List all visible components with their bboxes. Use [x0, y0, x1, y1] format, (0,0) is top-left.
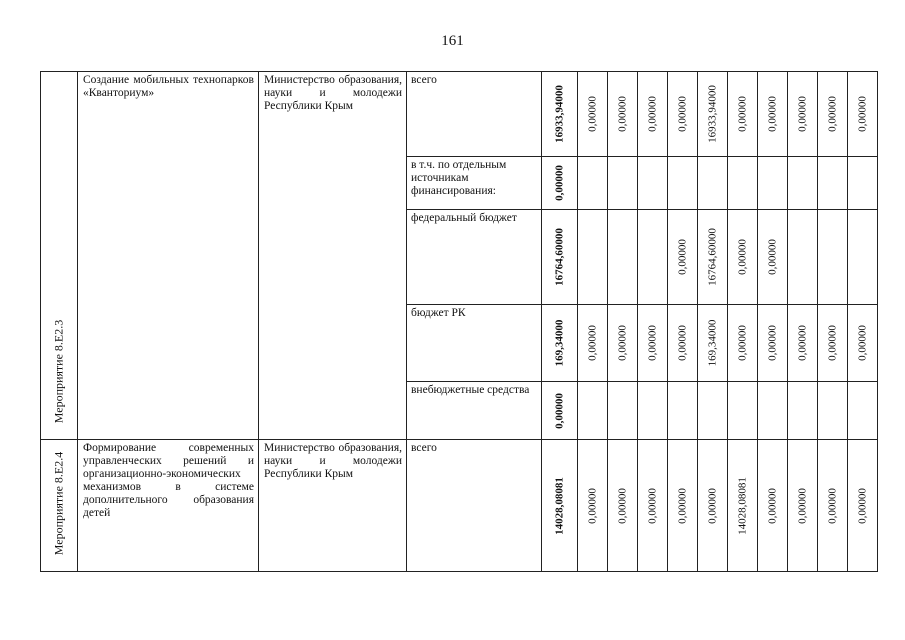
year-amount-cell [788, 305, 818, 382]
year-amount: 0,00000 [736, 239, 748, 275]
year-amount-cell [668, 382, 698, 440]
year-amount-cell [608, 210, 638, 305]
year-amount-cell [638, 305, 668, 382]
year-amount: 0,00000 [856, 96, 868, 132]
funding-source-cell [407, 305, 542, 382]
measure-label: Мероприятие 8.Е2.4 [51, 451, 66, 556]
year-amount: 0,00000 [676, 487, 688, 524]
year-amount: 0,00000 [586, 325, 598, 361]
year-amount: 0,00000 [826, 325, 838, 361]
year-amount-cell [728, 440, 758, 572]
year-amount-cell [638, 210, 668, 305]
year-amount: 0,00000 [616, 96, 628, 132]
year-amount: 0,00000 [736, 96, 748, 132]
funding-source-cell [407, 382, 542, 440]
year-amount: 0,00000 [646, 325, 658, 361]
year-amount-cell [848, 157, 878, 210]
funding-source: в т.ч. по отдельным источникам финансирования: [411, 159, 507, 197]
year-amount-cell [578, 157, 608, 210]
year-amount: 0,00000 [676, 325, 688, 361]
year-amount-cell [818, 305, 848, 382]
year-amount-cell [788, 72, 818, 157]
measure-description: Формирование современных управленческих решений и организационно-экономических механизмов в системе дополнительного образования детей [83, 442, 254, 519]
year-amount-cell [818, 210, 848, 305]
year-amount-cell [668, 440, 698, 572]
year-amount: 16933,94000 [706, 85, 718, 143]
year-amount: 0,00000 [766, 487, 778, 524]
year-amount: 0,00000 [706, 487, 718, 524]
year-amount-cell [698, 72, 728, 157]
responsible-executor: Министерство образования, науки и молодежи Республики Крым [264, 74, 402, 112]
total-amount: 169,34000 [553, 319, 565, 367]
year-amount-cell [848, 305, 878, 382]
funding-source: всего [411, 442, 437, 454]
year-amount-cell [668, 72, 698, 157]
year-amount: 0,00000 [856, 487, 868, 524]
year-amount-cell [758, 305, 788, 382]
year-amount-cell [698, 440, 728, 572]
year-amount: 0,00000 [616, 487, 628, 524]
total-amount-cell [542, 157, 578, 210]
year-amount: 0,00000 [856, 325, 868, 361]
year-amount: 14028,08081 [736, 476, 748, 535]
table-row [41, 440, 878, 572]
year-amount-cell [728, 382, 758, 440]
year-amount: 0,00000 [616, 325, 628, 361]
responsible-executor-cell [259, 440, 407, 572]
measure-description: Создание мобильных технопарков «Кванториум» [83, 74, 254, 99]
year-amount-cell [578, 440, 608, 572]
total-amount-cell [542, 382, 578, 440]
total-amount: 14028,08081 [553, 476, 565, 535]
year-amount: 0,00000 [646, 487, 658, 524]
funding-source: федеральный бюджет [411, 212, 517, 224]
measure-label-cell [41, 72, 78, 440]
year-amount: 0,00000 [796, 487, 808, 524]
year-amount: 0,00000 [826, 487, 838, 524]
year-amount-cell [728, 157, 758, 210]
year-amount-cell [578, 305, 608, 382]
year-amount-cell [848, 382, 878, 440]
year-amount-cell [638, 440, 668, 572]
year-amount-cell [668, 210, 698, 305]
year-amount-cell [608, 382, 638, 440]
total-amount-cell [542, 305, 578, 382]
measure-description-cell [78, 440, 259, 572]
year-amount: 0,00000 [766, 325, 778, 361]
funding-source: бюджет РК [411, 307, 466, 319]
year-amount-cell [848, 72, 878, 157]
budget-table [40, 71, 878, 572]
year-amount-cell [848, 440, 878, 572]
year-amount-cell [728, 72, 758, 157]
funding-source: внебюджетные средства [411, 384, 530, 396]
measure-label-cell [41, 440, 78, 572]
year-amount-cell [578, 210, 608, 305]
year-amount-cell [578, 72, 608, 157]
year-amount-cell [638, 382, 668, 440]
total-amount-cell [542, 72, 578, 157]
year-amount-cell [788, 157, 818, 210]
year-amount: 0,00000 [766, 96, 778, 132]
funding-source-cell [407, 210, 542, 305]
year-amount-cell [728, 210, 758, 305]
year-amount-cell [608, 440, 638, 572]
year-amount-cell [758, 440, 788, 572]
year-amount-cell [698, 157, 728, 210]
year-amount-cell [758, 157, 788, 210]
year-amount-cell [788, 440, 818, 572]
table-row [41, 72, 878, 157]
year-amount-cell [818, 440, 848, 572]
year-amount-cell [668, 305, 698, 382]
year-amount-cell [668, 157, 698, 210]
measure-label: Мероприятие 8.Е2.3 [51, 319, 66, 424]
year-amount-cell [758, 210, 788, 305]
responsible-executor: Министерство образования, науки и молодежи Республики Крым [264, 442, 402, 480]
year-amount-cell [758, 72, 788, 157]
year-amount-cell [758, 382, 788, 440]
year-amount-cell [818, 382, 848, 440]
funding-source-cell [407, 157, 542, 210]
year-amount: 0,00000 [736, 325, 748, 361]
total-amount: 16764,60000 [553, 228, 565, 286]
year-amount-cell [728, 305, 758, 382]
year-amount-cell [638, 157, 668, 210]
year-amount-cell [788, 382, 818, 440]
year-amount-cell [698, 305, 728, 382]
year-amount-cell [698, 210, 728, 305]
total-amount: 0,00000 [553, 165, 565, 201]
year-amount-cell [788, 210, 818, 305]
year-amount-cell [608, 157, 638, 210]
year-amount-cell [578, 382, 608, 440]
year-amount-cell [608, 305, 638, 382]
funding-source: всего [411, 74, 437, 86]
year-amount-cell [608, 72, 638, 157]
year-amount-cell [818, 157, 848, 210]
responsible-executor-cell [259, 72, 407, 440]
year-amount: 0,00000 [646, 96, 658, 132]
year-amount-cell [698, 382, 728, 440]
year-amount-cell [638, 72, 668, 157]
year-amount: 0,00000 [826, 96, 838, 132]
total-amount: 16933,94000 [553, 85, 565, 143]
total-amount-cell [542, 210, 578, 305]
total-amount-cell [542, 440, 578, 572]
funding-source-cell [407, 72, 542, 157]
funding-source-cell [407, 440, 542, 572]
year-amount: 0,00000 [766, 239, 778, 275]
page-number: 161 [441, 33, 464, 49]
year-amount-cell [818, 72, 848, 157]
year-amount: 0,00000 [796, 96, 808, 132]
measure-description-cell [78, 72, 259, 440]
year-amount: 0,00000 [586, 487, 598, 524]
year-amount: 0,00000 [676, 96, 688, 132]
year-amount-cell [848, 210, 878, 305]
year-amount: 16764,60000 [706, 228, 718, 286]
year-amount: 169,34000 [706, 319, 718, 367]
total-amount: 0,00000 [553, 392, 565, 429]
year-amount: 0,00000 [796, 325, 808, 361]
year-amount: 0,00000 [586, 96, 598, 132]
year-amount: 0,00000 [676, 239, 688, 275]
